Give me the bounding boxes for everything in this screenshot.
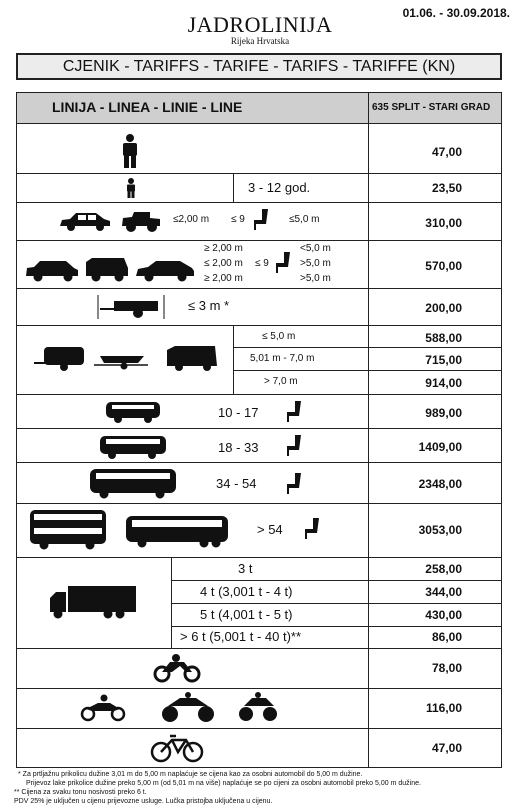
price-large-car: 570,00 <box>425 259 462 273</box>
footnote-vat: PDV 25% je uključen u cijenu prijevozne usluge. Lučka pristojba uključena u cijenu. <box>14 798 273 805</box>
articulated-coach-icon <box>124 514 230 550</box>
price-caravan-tier-2: 715,00 <box>425 353 462 367</box>
seat-icon <box>274 251 294 275</box>
price-quad: 116,00 <box>425 701 462 715</box>
bus-icon <box>98 434 168 460</box>
coach-icon <box>88 467 178 499</box>
caravan-tier-2-label: 5,01 m - 7,0 m <box>250 353 315 364</box>
large-car-length-1: <5,0 m <box>300 243 331 254</box>
price-truck-tier-1: 258,00 <box>425 562 462 576</box>
caravan-tier-1-label: ≤ 5,0 m <box>262 331 296 342</box>
small-bus-seats-label: 10 - 17 <box>218 405 259 420</box>
truck-tier-2-label: 4 t (3,001 t - 4 t) <box>200 584 293 599</box>
truck-tier-4-label: > 6 t (5,001 t - 40 t)** <box>180 629 302 644</box>
price-medium-bus: 1409,00 <box>418 440 462 454</box>
logo-name: JADROLINIJA <box>187 12 333 37</box>
car-seats-limit: ≤ 9 <box>231 214 245 225</box>
price-caravan-tier-3: 914,00 <box>425 376 462 390</box>
row-divider <box>16 173 502 174</box>
child-age-label: 3 - 12 god. <box>248 180 311 195</box>
tariff-title: CJENIK - TARIFFS - TARIFE - TARIFS - TARIFFE (KN) <box>16 53 502 80</box>
medium-bus-seats-label: 18 - 33 <box>218 440 259 455</box>
price-trailer: 200,00 <box>425 301 462 315</box>
footnote-trailer: * Za prtljažnu prikolicu dužine 3,01 m do 5,00 m naplaćuje se cijena kao za osobni automobil do 5,00 m dužine. <box>18 771 363 778</box>
column-divider <box>233 173 234 202</box>
price-truck-tier-3: 430,00 <box>425 608 462 622</box>
row-divider <box>16 202 502 203</box>
price-motorcycle: 78,00 <box>431 661 462 675</box>
adult-passenger-icon <box>120 134 140 168</box>
row-divider <box>16 462 502 463</box>
large-car-length-2: >5,0 m <box>300 258 331 269</box>
station-wagon-icon <box>134 258 196 282</box>
row-divider <box>171 580 502 581</box>
car-length-limit: ≤5,0 m <box>289 214 320 225</box>
car-height-limit: ≤2,00 m <box>173 214 210 225</box>
suv-icon <box>24 258 80 282</box>
caravan-tier-3-label: > 7,0 m <box>264 376 298 387</box>
large-car-height-2: ≤ 2,00 m <box>204 258 243 269</box>
scooter-icon <box>78 693 128 723</box>
price-bicycle: 47,00 <box>431 741 462 755</box>
row-divider <box>16 288 502 289</box>
motorcycle-icon <box>152 652 202 684</box>
seat-icon <box>285 400 305 424</box>
logo <box>180 14 340 46</box>
trailer-length-label: ≤ 3 m * <box>188 298 230 313</box>
seat-icon <box>252 208 272 232</box>
motorhome-icon <box>165 344 219 372</box>
row-divider <box>16 728 502 729</box>
footnotes <box>14 770 514 806</box>
quad-bike-icon <box>160 692 216 724</box>
car-icon <box>58 210 112 232</box>
trailer-icon <box>96 293 166 321</box>
column-divider <box>233 325 234 394</box>
minibus-icon <box>104 400 162 424</box>
price-truck-tier-4: 86,00 <box>431 630 462 644</box>
price-child: 23,50 <box>431 181 462 195</box>
large-car-length-3: >5,0 m <box>300 273 331 284</box>
row-divider <box>16 428 502 429</box>
footnote-truck-ton: ** Cijena za svaku tonu nosivosti preko 6 t. <box>14 789 147 796</box>
validity-dates: 01.06. - 30.09.2018. <box>402 6 510 20</box>
bicycle-icon <box>150 732 204 764</box>
price-small-bus: 989,00 <box>425 406 462 420</box>
truck-tier-1-label: 3 t <box>238 561 253 576</box>
row-divider <box>16 688 502 689</box>
truck-tier-3-label: 5 t (4,001 t - 5 t) <box>200 607 293 622</box>
price-truck-tier-2: 344,00 <box>425 585 462 599</box>
caravan-icon <box>34 344 86 372</box>
price-large-bus: 2348,00 <box>418 477 462 491</box>
row-divider <box>171 603 502 604</box>
large-car-height-3: ≥ 2,00 m <box>204 273 243 284</box>
price-car: 310,00 <box>425 216 462 230</box>
row-divider <box>16 648 502 649</box>
seat-icon <box>285 434 305 458</box>
large-car-height-1: ≥ 2,00 m <box>204 243 243 254</box>
footnote-light-trailer: Prijevoz lake prikolice dužine preko 5,00 m (od 5,01 m na više) naplaćuje se po cijeni za osobni automobil preko 5,00 m dužine. <box>26 780 421 787</box>
column-route-header: 635 SPLIT - STARI GRAD <box>372 102 491 113</box>
price-caravan-tier-1: 588,00 <box>425 331 462 345</box>
xl-bus-seats-label: > 54 <box>257 522 283 537</box>
large-bus-seats-label: 34 - 54 <box>216 476 257 491</box>
jeep-icon <box>120 208 162 234</box>
price-adult: 47,00 <box>431 145 462 159</box>
boat-trailer-icon <box>94 348 150 370</box>
row-divider <box>16 325 502 326</box>
row-divider <box>16 240 502 241</box>
row-divider <box>171 626 502 627</box>
price-xl-bus: 3053,00 <box>418 523 462 537</box>
seat-icon <box>303 517 323 541</box>
column-divider <box>171 557 172 648</box>
child-passenger-icon <box>125 178 137 198</box>
double-decker-bus-icon <box>28 508 108 550</box>
row-divider <box>16 394 502 395</box>
atv-icon <box>238 692 278 724</box>
van-icon <box>84 256 130 282</box>
column-line-header: LINIJA - LINEA - LINIE - LINE <box>52 99 243 115</box>
seat-icon <box>285 472 305 496</box>
truck-icon <box>48 584 138 620</box>
row-divider <box>16 503 502 504</box>
row-divider <box>16 557 502 558</box>
large-car-seats-limit: ≤ 9 <box>255 258 269 269</box>
logo-subtitle: Rijeka Hrvatska <box>230 36 290 46</box>
